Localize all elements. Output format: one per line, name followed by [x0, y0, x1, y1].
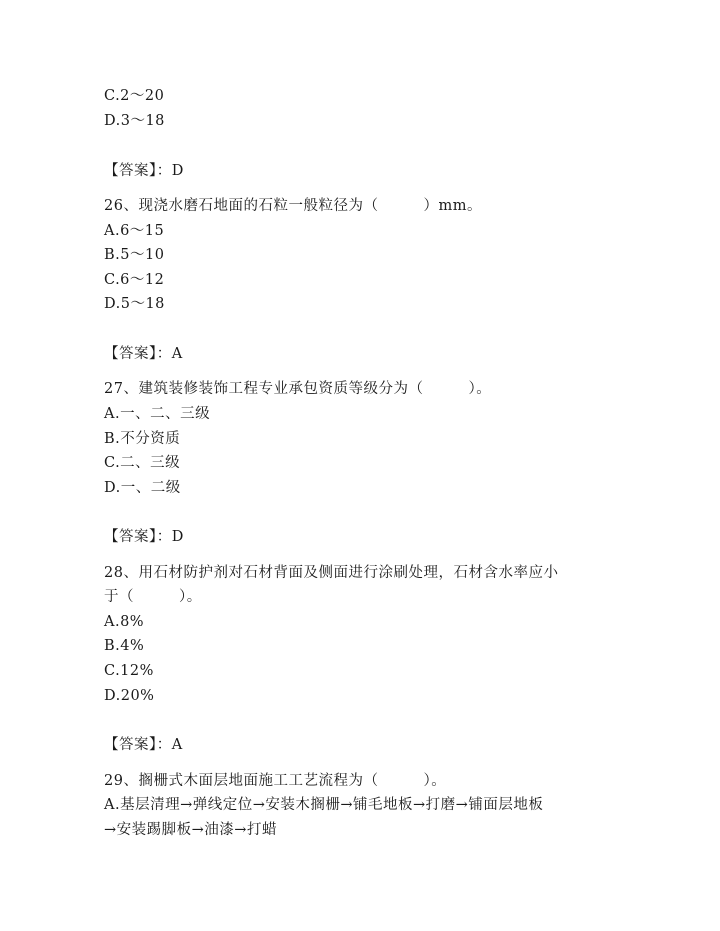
question-27: 27、建筑装修装饰工程专业承包资质等级分为（ ）。: [104, 381, 492, 397]
option-d-q28: D.20%: [104, 688, 155, 704]
option-a-q28: A.8%: [104, 614, 145, 630]
option-a-q27: A.一、二、三级: [104, 406, 211, 422]
option-a-q29-line-1: A.基层清理→弹线定位→安装木搁栅→铺毛地板→打磨→铺面层地板: [104, 797, 544, 813]
option-c-q25: C.2～20: [104, 88, 165, 104]
answer-q28: 【答案】：A: [104, 737, 183, 753]
answer-q25: 【答案】：D: [104, 163, 184, 179]
option-b-q26: B.5～10: [104, 247, 165, 263]
option-d-q27: D.一、二级: [104, 480, 181, 496]
answer-q27: 【答案】：D: [104, 529, 184, 545]
option-c-q27: C.二、三级: [104, 455, 181, 471]
option-b-q28: B.4%: [104, 638, 145, 654]
option-a-q26: A.6～15: [104, 223, 165, 239]
question-26: 26、现浇水磨石地面的石粒一般粒径为（ ）mm。: [104, 198, 482, 214]
option-c-q28: C.12%: [104, 663, 154, 679]
option-b-q27: B.不分资质: [104, 431, 181, 447]
question-29: 29、搁栅式木面层地面施工工艺流程为（ ）。: [104, 773, 447, 789]
option-d-q25: D.3～18: [104, 113, 165, 129]
option-d-q26: D.5～18: [104, 296, 165, 312]
option-c-q26: C.6～12: [104, 272, 165, 288]
option-a-q29-line-2: →安装踢脚板→油漆→打蜡: [104, 822, 277, 838]
question-28-line-2: 于（ ）。: [104, 589, 202, 605]
question-28-line-1: 28、用石材防护剂对石材背面及侧面进行涂刷处理，石材含水率应小: [104, 565, 559, 581]
answer-q26: 【答案】：A: [104, 346, 183, 362]
